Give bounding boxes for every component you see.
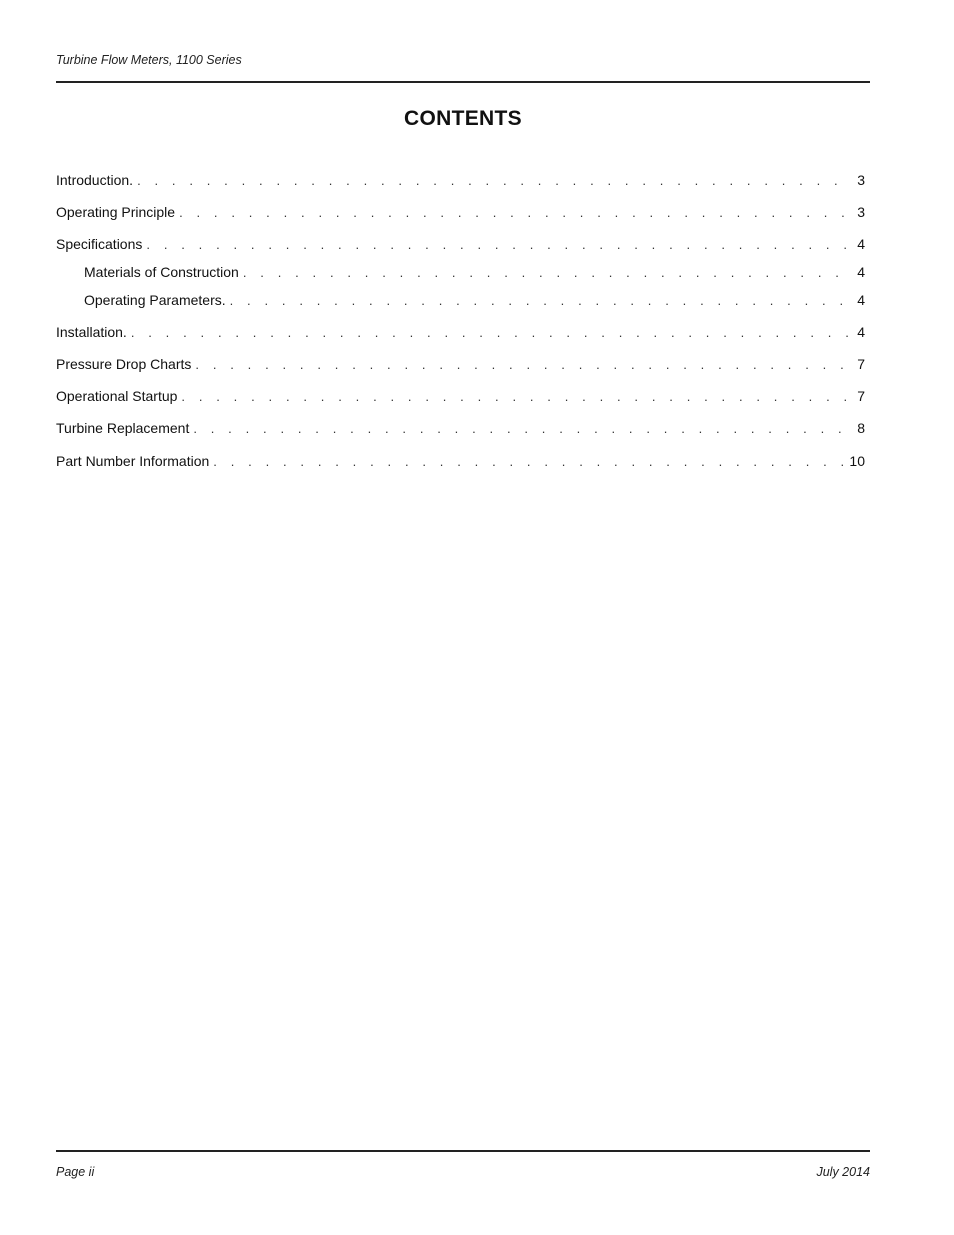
footer-date: July 2014: [816, 1165, 870, 1179]
toc-entry-operational-startup[interactable]: [56, 386, 865, 406]
toc-dot-leader: [131, 323, 851, 343]
header-rule: [56, 81, 870, 83]
toc-entry-page: 7: [857, 388, 865, 404]
toc-entry-operating-parameters[interactable]: [84, 290, 865, 310]
running-header: Turbine Flow Meters, 1100 Series: [56, 53, 242, 67]
toc-dot-leader: [179, 203, 851, 223]
toc-dot-leader: [195, 355, 851, 375]
toc-entry-page: 4: [857, 264, 865, 280]
toc-entry-label: Specifications: [56, 236, 143, 252]
toc-entry-page: 4: [857, 324, 865, 340]
toc-entry-label: Pressure Drop Charts: [56, 356, 192, 372]
toc-entry-page: 3: [857, 204, 865, 220]
toc-entry-page: 3: [857, 172, 865, 188]
toc-dot-leader: [230, 291, 851, 311]
toc-entry-label: Operating Parameters.: [84, 292, 226, 308]
toc-dot-leader: [146, 235, 851, 255]
toc-dot-leader: [243, 263, 851, 283]
toc-entry-pressure-drop-charts[interactable]: [56, 354, 865, 374]
toc-dot-leader: [193, 419, 851, 439]
footer-rule: [56, 1150, 870, 1152]
toc-entry-page: 7: [857, 356, 865, 372]
toc-entry-page: 8: [857, 420, 865, 436]
toc-entry-label: Operational Startup: [56, 388, 178, 404]
toc-entry-label: Materials of Construction: [84, 264, 239, 280]
toc-entry-operating-principle[interactable]: [56, 202, 865, 222]
toc-entry-page: 4: [857, 236, 865, 252]
toc-dot-leader: [213, 452, 845, 472]
toc-entry-label: Part Number Information: [56, 453, 210, 469]
toc-entry-materials-of-construction[interactable]: [84, 262, 865, 282]
toc-dot-leader: [181, 387, 851, 407]
toc-entry-label: Introduction.: [56, 172, 134, 188]
toc-entry-label: Turbine Replacement: [56, 420, 190, 436]
toc-entry-page: 4: [857, 292, 865, 308]
page-title: CONTENTS: [404, 107, 522, 130]
toc-entry-part-number-information[interactable]: [56, 451, 865, 471]
toc-entry-specifications[interactable]: [56, 234, 865, 254]
toc-dot-leader: [137, 171, 851, 191]
toc-entry-introduction[interactable]: [56, 170, 865, 190]
toc-entry-label: Installation.: [56, 324, 127, 340]
toc-entry-installation[interactable]: [56, 322, 865, 342]
toc-entry-label: Operating Principle: [56, 204, 176, 220]
footer-page-number: Page ii: [56, 1165, 95, 1179]
toc-entry-page: 10: [849, 453, 865, 469]
toc-entry-turbine-replacement[interactable]: [56, 418, 865, 438]
